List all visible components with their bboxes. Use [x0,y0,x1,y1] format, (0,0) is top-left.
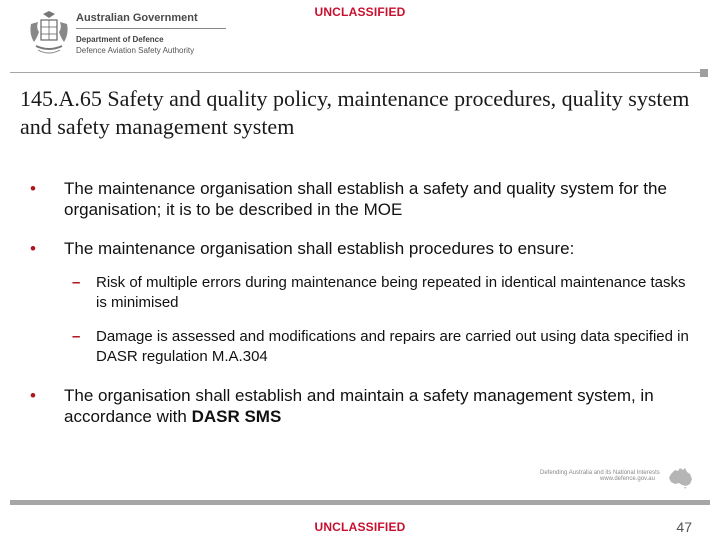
org-department: Department of Defence [76,35,164,44]
bullet-item [30,238,690,259]
sub-bullet-text: Damage is assessed and modifications and repairs are carried out using data specified in DASR regulation M.A.304 [96,328,689,365]
bullet-icon: • [30,386,36,405]
bullet-icon: • [30,179,36,198]
bullet-item [30,385,690,427]
sub-bullet-item [30,327,690,367]
bullet-text: The maintenance organisation shall establish a safety and quality system for the organisation; it is to be described in the MOE [64,179,667,219]
page-number: 47 [676,519,692,535]
footer-rule [10,500,710,505]
australia-map-icon [668,466,694,490]
footer-website: www.defence.gov.au [600,476,655,482]
dash-icon: – [72,328,81,345]
slide-title: 145.A.65 Safety and quality policy, maintenance procedures, quality system and safety management system [20,86,690,139]
bullet-text: The maintenance organisation shall establish procedures to ensure: [64,239,575,258]
sub-bullet-text: Risk of multiple errors during maintenance being repeated in identical maintenance tasks is minimised [96,274,686,311]
slide-content [30,178,690,427]
bullet-text: The organisation shall establish and maintain a safety management system, in accordance with [64,386,654,426]
footer-slogan: Defending Australia and its National Interests [540,470,660,476]
dasr-sms-reference: DASR SMS [191,407,282,426]
bullet-icon: • [30,239,36,258]
classification-top: UNCLASSIFIED [314,5,406,19]
org-main-title: Australian Government [76,12,226,29]
sub-bullet-item [30,273,690,313]
coat-of-arms-icon [28,10,70,58]
classification-bottom: UNCLASSIFIED [314,520,406,534]
org-authority: Defence Aviation Safety Authority [76,46,195,55]
header-rule [10,72,700,73]
dash-icon: – [72,274,81,291]
header-rule-end [700,69,708,77]
australian-government-logo [28,10,198,62]
bullet-item [30,178,690,220]
